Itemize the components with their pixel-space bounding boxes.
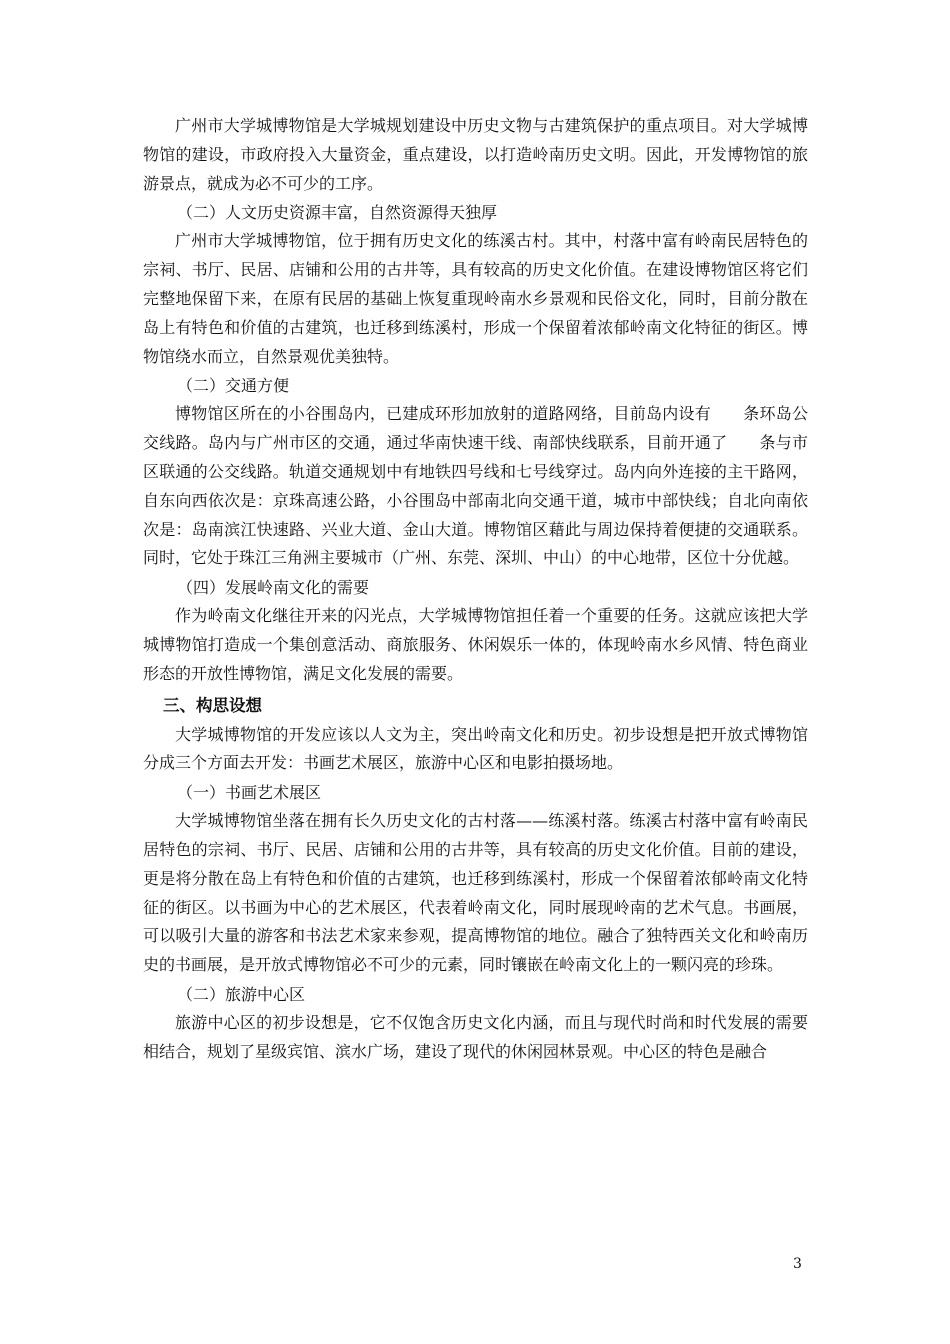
paragraph-resources: 广州市大学城博物馆，位于拥有历史文化的练溪古村。其中，村落中富有岭南民居特色的宗祠、书厅、民居、店铺和公用的古井等，具有较高的历史文化价值。在建设博物馆区将它们完整地保留下来，在原有民居的基础上恢复重现岭南水乡景观和民俗文化，同时，目前分散在岛上有特色和价值的古建筑，也迁移到练溪村，形成一个保留着浓郁岭南文化特征的街区。博物馆绕水而立，自然景观优美独特。 <box>143 231 808 366</box>
paragraph-tourism-center: 旅游中心区的初步设想是，它不仅饱含历史文化内涵，而且与现代时尚和时代发展的需要相结合，规划了星级宾馆、滨水广场，建设了现代的休闲园林景观。中心区的特色是融合 <box>143 1012 808 1061</box>
traffic-text-part-3: 条与市区联通的公交线路。轨道交通规划中有地铁四号线和七号线穿过。岛内向外连接的主干路网，自东向西依次是：京珠高速公路，小谷围岛中部南北向交通干道，城市中部快线；自北向南依次是：岛南滨江快速路、兴业大道、金山大道。博物馆区藉此与周边保持着便捷的交通联系。同时，它处于珠江三角洲主要城市（广州、东莞、深圳、中山）的中心地带，区位十分优越。 <box>143 433 808 568</box>
paragraph-art-area: 大学城博物馆坐落在拥有长久历史文化的古村落——练溪村落。练溪古村落中富有岭南民居特色的宗祠、书厅、民居、店铺和公用的古井等，具有较高的历史文化价值。目前的建设，更是将分散在岛上有特色和价值的古建筑，也迁移到练溪村，形成一个保留着浓郁岭南文化特征的街区。以书画为中心的艺术展区，代表着岭南文化，同时展现岭南的艺术气息。书画展，可以吸引大量的游客和书法艺术家来参观，提高博物馆的地位。融合了独特西关文化和岭南历史的书画展，是开放式博物馆必不可少的元素，同时镶嵌在岭南文化上的一颗闪亮的珍珠。 <box>143 811 808 975</box>
subheading-traffic: （二）交通方便 <box>177 376 290 396</box>
section-heading-concept: 三、构思设想 <box>163 695 262 715</box>
paragraph-museum-intro: 广州市大学城博物馆是大学城规划建设中历史文物与古建筑保护的重点项目。对大学城博物馆的建设，市政府投入大量资金，重点建设，以打造岭南历史文明。因此，开发博物馆的旅游景点，就成为必不可少的工序。 <box>143 116 808 193</box>
subheading-art-area: （一）书画艺术展区 <box>177 783 322 803</box>
subheading-tourism-center: （二）旅游中心区 <box>177 984 306 1004</box>
page-number: 3 <box>793 1256 802 1272</box>
traffic-text-part-1: 博物馆区所在的小谷围岛内，已建成环形加放射的道路网络，目前岛内设有 <box>175 404 711 424</box>
document-body <box>143 112 808 1067</box>
paragraph-concept: 大学城博物馆的开发应该以人文为主，突出岭南文化和历史。初步设想是把开放式博物馆分成三个方面去开发：书画艺术展区，旅游中心区和电影拍摄场地。 <box>143 724 808 773</box>
subheading-resources: （二）人文历史资源丰富，自然资源得天独厚 <box>177 203 498 223</box>
paragraph-traffic <box>143 400 808 573</box>
traffic-text-part-2: 条环岛公交线路。岛内与广州市区的交通，通过华南快速干线、南部快线联系，目前开通了 <box>143 404 808 453</box>
paragraph-culture: 作为岭南文化继往开来的闪光点，大学城博物馆担任着一个重要的任务。这就应该把大学城博物馆打造成一个集创意活动、商旅服务、休闲娱乐一体的，体现岭南水乡风情、特色商业形态的开放性博物馆，满足文化发展的需要。 <box>143 606 808 683</box>
subheading-culture: （四）发展岭南文化的需要 <box>177 578 370 598</box>
